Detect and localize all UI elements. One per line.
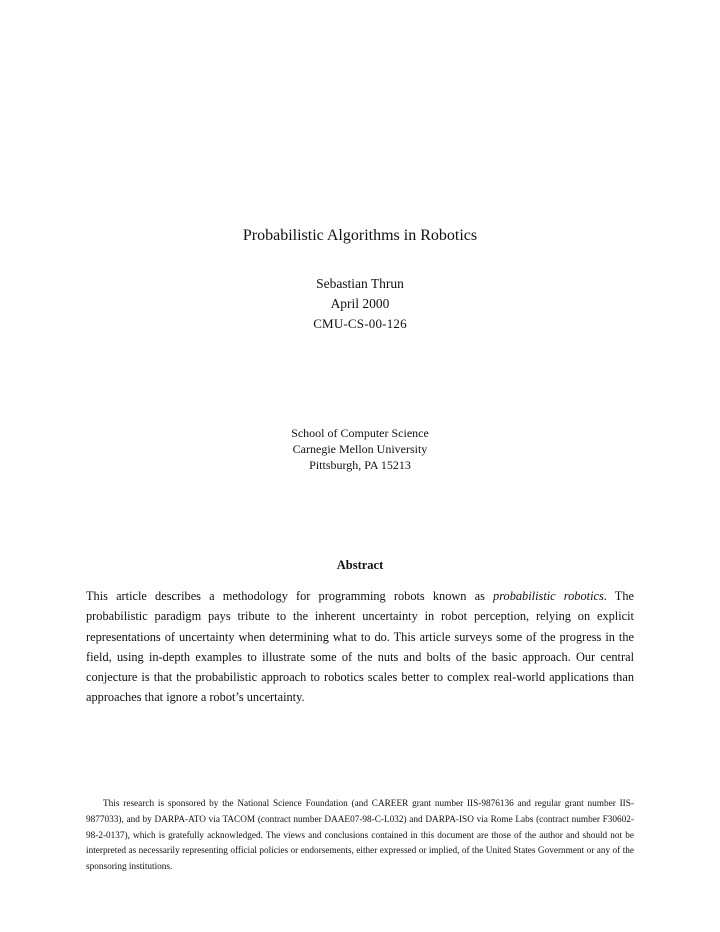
funding-footnote: This research is sponsored by the National Science Foundation (and CAREER grant number IIS-9876136 and regular grant number IIS-9877033), and by DARPA-ATO via TACOM (contract number DAAE07-98-C-L032) and DARPA-ISO via Rome Labs (contract number F30602-98-2-0137), which is gratefully acknowledged. The views and conclusions contained in this document are those of the author and should not be interpreted as necessarily representing official policies or endorsements, either expressed or implied, of the United States Government or any of the sponsoring institutions. [86,799,634,873]
publication-date: April 2000 [330,296,390,311]
affiliation-university: Carnegie Mellon University [292,442,428,456]
affiliation-school: School of Computer Science [291,426,429,440]
report-number: CMU-CS-00-126 [313,316,407,331]
abstract-text-rest: . The probabilistic paradigm pays tribute to the inherent uncertainty in robot perception, relying on explicit representations of uncertainty when determining what to do. This article surveys some of the progress in the field, using in-depth examples to illustrate some of the nuts and bolts of the basic approach. Our central conjecture is that the probabilistic approach to robotics scales better to complex real-world applications than approaches that ignore a robot’s uncertainty. [86,589,634,705]
abstract-text [86,586,634,708]
abstract-heading: Abstract [336,558,384,572]
affiliation-location: Pittsburgh, PA 15213 [309,458,411,472]
author-name: Sebastian Thrun [316,276,404,291]
abstract-text-start: This article describes a methodology for programming robots known as [86,589,494,603]
paper-title: Probabilistic Algorithms in Robotics [242,227,478,244]
abstract-emphasis: probabilistic robotics [493,589,604,603]
